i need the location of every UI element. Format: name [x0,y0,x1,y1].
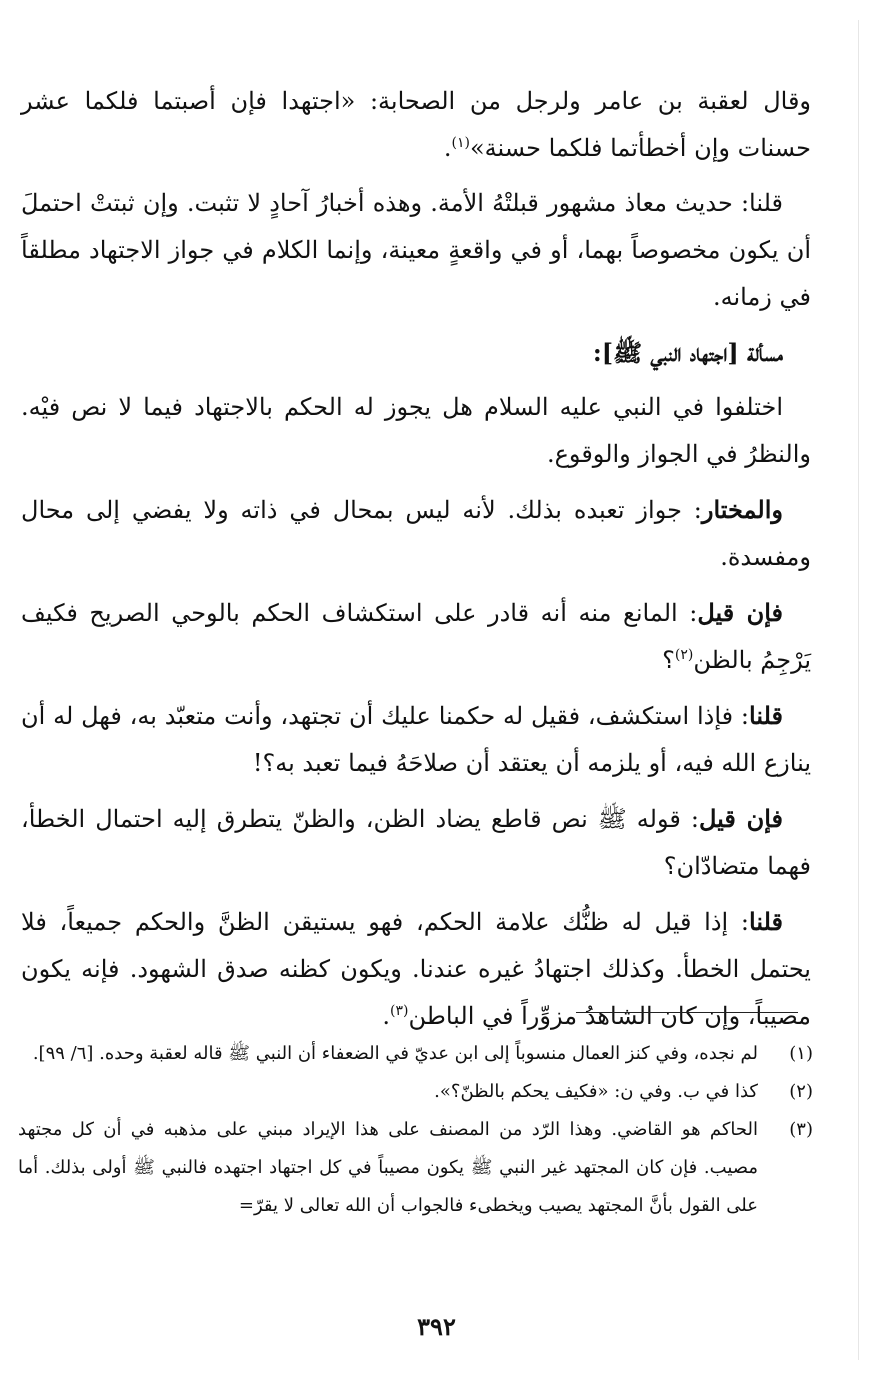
page-edge-line [858,20,859,1360]
paragraph-text: : جواز تعبده بذلك. لأنه ليس بمحال في ذاته ولا يفضي إلى محال ومفسدة. [21,496,811,571]
paragraph-text: : المانع منه أنه قادر على استكشاف الحكم بالوحي الصريح فكيف يَرْجِمُ بالظن [21,599,811,674]
main-text [21,78,811,1048]
paragraph-text: : قوله ﷺ نص قاطع يضاد الظن، والظنّ يتطرق إليه احتمال الخطأ، فهما متضادّان؟ [21,805,811,880]
footnotes [18,1035,813,1225]
footnote-number: (٣) [789,1119,813,1140]
paragraph-8 [21,898,811,1040]
paragraph-7 [21,795,811,890]
footnote-2 [18,1073,813,1111]
section-heading: مسألة [اجتهاد النبي ﷺ]: [592,338,783,367]
footnote-ref-3: (٣) [390,1003,409,1019]
paragraph-lead: قلنا [749,907,783,936]
paragraph-text: : فإذا استكشف، فقيل له حكمنا عليك أن تجتهد، وأنت متعبّد به، فهل له أن ينازع الله فيه، أو يلزمه أن يعتقد أن صلاحَهُ فيما تعبد به؟! [21,702,811,777]
footnote-separator [576,1012,798,1013]
footnote-number: (١) [789,1043,813,1064]
paragraph-lead: فإن قيل [697,598,784,627]
paragraph-text: وقال لعقبة بن عامر ولرجل من الصحابة: «اجتهدا فإن أصبتما فلكما عشر حسنات وإن أخطأتما فلكما حسنة» [21,87,812,162]
paragraph-tail: ؟ [662,646,675,674]
paragraph-text: : إذا قيل له ظنُّك علامة الحكم، فهو يستيقن الظنَّ والحكم جميعاً، فلا يحتمل الخطأ. وكذلك اجتهادُ غيره عندنا. ويكون كظنه صدق الشهود. فإنه يكون مصيباً، وإن كان الشاهدُ مزوِّراً في الباطن [21,908,811,1030]
footnote-ref-2: (٢) [674,647,694,663]
footnote-text: الحاكم هو القاضي. وهذا الرّد من المصنف على هذا الإيراد مبني على مذهبه في أن كل مجتهد مصيب. فإن كان المجتهد غير النبي ﷺ يكون مصيباً في كل اجتهاد اجتهده فالنبي ﷺ أولى بذلك. أما على القول بأنَّ المجتهد يصيب ويخطىء فالجواب أن الله تعالى لا يقرّ= [18,1119,758,1216]
paragraph-2 [21,180,811,321]
paragraph-tail: . [443,134,452,162]
paragraph-text: اختلفوا في النبي عليه السلام هل يجوز له الحكم بالاجتهاد فيما لا نص فيْه. والنظرُ في الجواز والوقوع. [21,393,811,468]
paragraph-5 [21,589,811,684]
page-number: ٣٩٢ [417,1312,456,1341]
paragraph-lead: فإن قيل [698,804,783,833]
footnote-text: كذا في ب. وفي ن: «فكيف يحكم بالظنّ؟». [434,1081,758,1102]
paragraph-6 [21,692,811,787]
footnote-1 [18,1035,813,1073]
paragraph-4 [21,486,811,581]
paragraph-text: قلنا: حديث معاذ مشهور قبلتْهُ الأمة. وهذه أخبارُ آحادٍ لا تثبت. وإن ثبتتْ احتملَ أن يكون مخصوصاً بهما، أو في واقعةٍ معينة، وإنما الكلام في جواز الاجتهاد مطلقاً في زمانه. [21,189,811,311]
paragraph-lead: والمختار [701,495,783,524]
footnote-ref-1: (١) [451,135,470,151]
paragraph-1 [21,78,811,172]
footnote-number: (٢) [789,1081,813,1102]
paragraph-3 [21,384,811,478]
footnote-text: لم نجده، وفي كنز العمال منسوباً إلى ابن عديّ في الضعفاء أن النبي ﷺ قاله لعقبة وحده. [٦/ ٩٩]. [32,1043,758,1064]
footnote-3 [18,1111,813,1225]
paragraph-tail: . [382,1002,391,1030]
paragraph-lead: قلنا [749,701,783,730]
